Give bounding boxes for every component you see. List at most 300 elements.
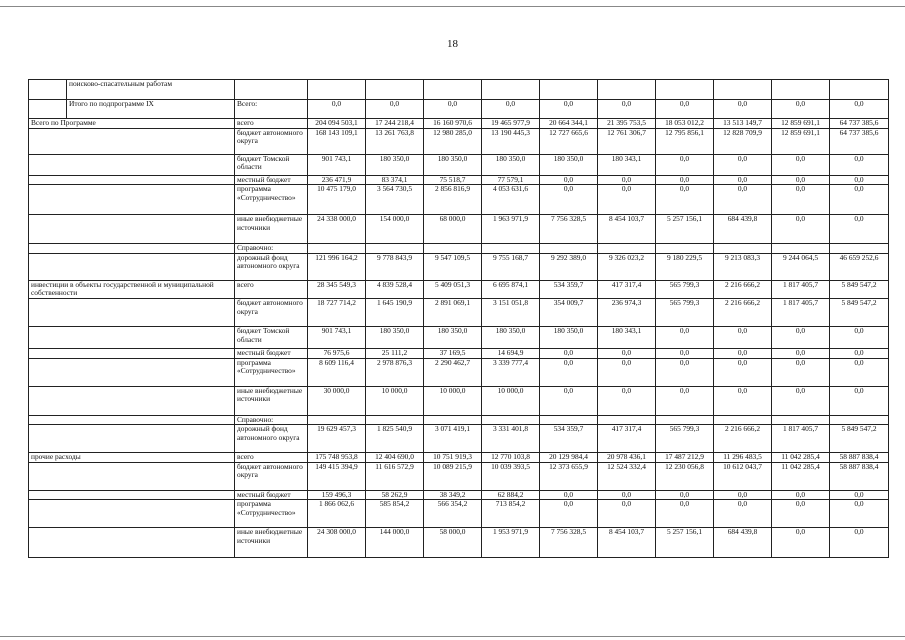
value-cell: 10 000,0 — [424, 386, 482, 415]
value-cell: 1 963 971,9 — [482, 215, 540, 244]
value-cell: 0,0 — [714, 386, 772, 415]
row-name-cell: Всего по Программе — [29, 119, 235, 129]
value-cell: 180 350,0 — [424, 154, 482, 175]
value-cell: 1 817 405,7 — [772, 298, 830, 326]
value-cell: 159 496,3 — [308, 490, 366, 500]
table-row — [29, 280, 889, 298]
value-cell: 180 350,0 — [424, 326, 482, 348]
value-cell: 0,0 — [540, 348, 598, 358]
row-name-cell — [29, 154, 235, 175]
value-cell: 12 373 655,9 — [540, 462, 598, 490]
value-cell: 0,0 — [540, 490, 598, 500]
value-cell: 2 216 666,2 — [714, 280, 772, 298]
value-cell: 9 180 229,5 — [656, 253, 714, 280]
value-cell: 534 359,7 — [540, 280, 598, 298]
row-name-cell — [29, 326, 235, 348]
table-row — [29, 453, 889, 463]
value-cell — [366, 244, 424, 254]
value-cell: 64 737 385,6 — [830, 119, 889, 129]
value-cell: 24 308 000,0 — [308, 528, 366, 558]
value-cell: 180 343,1 — [598, 154, 656, 175]
table-row — [29, 462, 889, 490]
value-cell: 19 465 977,9 — [482, 119, 540, 129]
value-cell: 11 616 572,9 — [366, 462, 424, 490]
value-cell: 0,0 — [598, 185, 656, 215]
value-cell: 0,0 — [656, 326, 714, 348]
value-cell: 121 996 164,2 — [308, 253, 366, 280]
value-cell: 9 326 023,2 — [598, 253, 656, 280]
value-cell: 565 799,3 — [656, 298, 714, 326]
value-cell — [598, 80, 656, 100]
value-cell: 9 755 168,7 — [482, 253, 540, 280]
value-cell — [540, 244, 598, 254]
value-cell: 0,0 — [830, 386, 889, 415]
value-cell: 0,0 — [772, 215, 830, 244]
value-cell: 20 978 436,1 — [598, 453, 656, 463]
value-cell: 2 216 666,2 — [714, 425, 772, 453]
value-cell: 2 978 876,3 — [366, 358, 424, 386]
funding-source-cell: бюджет автономного округа — [235, 298, 308, 326]
table-row — [29, 244, 889, 254]
table-row — [29, 386, 889, 415]
value-cell: 565 799,3 — [656, 280, 714, 298]
value-cell: 0,0 — [714, 490, 772, 500]
value-cell: 62 884,2 — [482, 490, 540, 500]
row-name-cell — [29, 298, 235, 326]
value-cell: 0,0 — [772, 386, 830, 415]
value-cell — [366, 80, 424, 100]
value-cell — [714, 244, 772, 254]
value-cell: 0,0 — [598, 348, 656, 358]
value-cell: 12 770 103,8 — [482, 453, 540, 463]
value-cell — [308, 80, 366, 100]
value-cell: 534 359,7 — [540, 425, 598, 453]
value-cell: 0,0 — [424, 100, 482, 119]
value-cell: 1 817 405,7 — [772, 425, 830, 453]
funding-source-cell: иные внебюджетные источники — [235, 528, 308, 558]
value-cell — [308, 415, 366, 425]
funding-source-cell: Справочно: — [235, 244, 308, 254]
value-cell — [424, 415, 482, 425]
row-name-cell — [29, 500, 235, 528]
value-cell — [714, 80, 772, 100]
row-name-cell — [29, 462, 235, 490]
value-cell: 0,0 — [598, 386, 656, 415]
funding-source-cell: бюджет автономного округа — [235, 128, 308, 154]
value-cell: 2 856 816,9 — [424, 185, 482, 215]
table-row — [29, 154, 889, 175]
value-cell: 3 071 419,1 — [424, 425, 482, 453]
value-cell: 10 089 215,9 — [424, 462, 482, 490]
table-row — [29, 415, 889, 425]
value-cell: 180 350,0 — [366, 154, 424, 175]
value-cell: 0,0 — [830, 185, 889, 215]
value-cell: 3 331 401,8 — [482, 425, 540, 453]
value-cell: 3 564 730,5 — [366, 185, 424, 215]
value-cell: 0,0 — [830, 326, 889, 348]
table-row — [29, 326, 889, 348]
value-cell: 0,0 — [714, 175, 772, 185]
value-cell: 3 151 051,8 — [482, 298, 540, 326]
value-cell: 9 547 109,5 — [424, 253, 482, 280]
value-cell — [714, 415, 772, 425]
value-cell: 0,0 — [714, 500, 772, 528]
value-cell — [656, 80, 714, 100]
funding-source-cell: всего — [235, 453, 308, 463]
value-cell: 0,0 — [656, 490, 714, 500]
value-cell: 10 000,0 — [482, 386, 540, 415]
row-name-cell — [29, 425, 235, 453]
value-cell: 5 849 547,2 — [830, 280, 889, 298]
value-cell: 1 645 190,9 — [366, 298, 424, 326]
value-cell: 14 694,9 — [482, 348, 540, 358]
value-cell: 75 518,7 — [424, 175, 482, 185]
value-cell: 565 799,3 — [656, 425, 714, 453]
funding-source-cell — [235, 80, 308, 100]
funding-source-cell: бюджет Томской области — [235, 154, 308, 175]
table-row — [29, 215, 889, 244]
value-cell — [656, 244, 714, 254]
value-cell: 0,0 — [772, 100, 830, 119]
value-cell: 18 053 012,2 — [656, 119, 714, 129]
table-body — [29, 80, 889, 558]
table-row — [29, 348, 889, 358]
row-name-cell — [29, 175, 235, 185]
value-cell: 12 761 306,7 — [598, 128, 656, 154]
value-cell: 0,0 — [656, 500, 714, 528]
value-cell: 12 404 690,0 — [366, 453, 424, 463]
value-cell — [424, 80, 482, 100]
row-name-cell: прочие расходы — [29, 453, 235, 463]
value-cell: 30 000,0 — [308, 386, 366, 415]
table-row — [29, 100, 889, 119]
value-cell: 3 339 777,4 — [482, 358, 540, 386]
row-name-cell — [29, 348, 235, 358]
value-cell: 2 891 069,1 — [424, 298, 482, 326]
value-cell: 901 743,1 — [308, 154, 366, 175]
value-cell — [482, 244, 540, 254]
row-name-cell — [29, 215, 235, 244]
row-section-cell — [29, 100, 67, 119]
value-cell: 0,0 — [714, 326, 772, 348]
value-cell: 68 000,0 — [424, 215, 482, 244]
value-cell: 0,0 — [656, 185, 714, 215]
value-cell — [366, 415, 424, 425]
row-name-cell — [29, 528, 235, 558]
table-row — [29, 490, 889, 500]
page-bottom-edge — [0, 636, 905, 637]
value-cell: 17 244 218,4 — [366, 119, 424, 129]
funding-source-cell: всего — [235, 119, 308, 129]
table-row — [29, 175, 889, 185]
value-cell — [540, 80, 598, 100]
row-name-cell — [29, 415, 235, 425]
table-row — [29, 119, 889, 129]
value-cell: 204 094 503,1 — [308, 119, 366, 129]
value-cell: 46 659 252,6 — [830, 253, 889, 280]
value-cell — [772, 244, 830, 254]
value-cell: 0,0 — [540, 100, 598, 119]
value-cell: 11 296 483,5 — [714, 453, 772, 463]
value-cell: 9 244 064,5 — [772, 253, 830, 280]
table-row — [29, 528, 889, 558]
value-cell: 417 317,4 — [598, 425, 656, 453]
value-cell: 13 190 445,3 — [482, 128, 540, 154]
value-cell: 13 261 763,8 — [366, 128, 424, 154]
row-name-cell — [29, 253, 235, 280]
value-cell: 1 866 062,6 — [308, 500, 366, 528]
value-cell: 0,0 — [714, 154, 772, 175]
value-cell: 0,0 — [598, 175, 656, 185]
value-cell: 77 579,1 — [482, 175, 540, 185]
value-cell: 76 975,6 — [308, 348, 366, 358]
funding-source-cell: программа «Сотрудничество» — [235, 185, 308, 215]
funding-source-cell: всего — [235, 280, 308, 298]
value-cell: 180 350,0 — [366, 326, 424, 348]
value-cell: 0,0 — [308, 100, 366, 119]
value-cell — [308, 244, 366, 254]
funding-source-cell: программа «Сотрудничество» — [235, 500, 308, 528]
value-cell: 0,0 — [656, 358, 714, 386]
value-cell: 0,0 — [772, 185, 830, 215]
value-cell — [656, 415, 714, 425]
value-cell: 0,0 — [772, 175, 830, 185]
value-cell: 684 439,8 — [714, 215, 772, 244]
value-cell: 17 487 212,9 — [656, 453, 714, 463]
value-cell — [598, 415, 656, 425]
value-cell — [772, 80, 830, 100]
value-cell: 0,0 — [830, 154, 889, 175]
funding-source-cell: Справочно: — [235, 415, 308, 425]
value-cell: 10 000,0 — [366, 386, 424, 415]
value-cell: 10 612 043,7 — [714, 462, 772, 490]
value-cell: 0,0 — [772, 490, 830, 500]
value-cell: 236 471,9 — [308, 175, 366, 185]
value-cell — [424, 244, 482, 254]
value-cell: 0,0 — [830, 175, 889, 185]
value-cell: 149 415 394,9 — [308, 462, 366, 490]
value-cell: 11 042 285,4 — [772, 462, 830, 490]
value-cell: 0,0 — [598, 490, 656, 500]
value-cell: 12 524 332,4 — [598, 462, 656, 490]
value-cell: 21 395 753,5 — [598, 119, 656, 129]
value-cell: 58 887 838,4 — [830, 462, 889, 490]
value-cell: 7 756 328,5 — [540, 528, 598, 558]
value-cell: 0,0 — [830, 100, 889, 119]
value-cell: 0,0 — [598, 500, 656, 528]
value-cell: 236 974,3 — [598, 298, 656, 326]
funding-source-cell: местный бюджет — [235, 490, 308, 500]
value-cell: 0,0 — [656, 348, 714, 358]
value-cell: 7 756 328,5 — [540, 215, 598, 244]
value-cell: 9 213 083,3 — [714, 253, 772, 280]
value-cell: 5 257 156,1 — [656, 528, 714, 558]
value-cell: 180 350,0 — [482, 154, 540, 175]
value-cell: 0,0 — [656, 386, 714, 415]
value-cell: 9 778 843,9 — [366, 253, 424, 280]
value-cell: 5 849 547,2 — [830, 425, 889, 453]
value-cell: 0,0 — [714, 100, 772, 119]
value-cell: 16 160 970,6 — [424, 119, 482, 129]
value-cell: 58 262,9 — [366, 490, 424, 500]
value-cell: 0,0 — [656, 175, 714, 185]
value-cell — [482, 415, 540, 425]
value-cell: 154 000,0 — [366, 215, 424, 244]
funding-source-cell: местный бюджет — [235, 348, 308, 358]
value-cell — [830, 244, 889, 254]
value-cell: 0,0 — [772, 326, 830, 348]
value-cell — [598, 244, 656, 254]
funding-source-cell: Всего: — [235, 100, 308, 119]
funding-source-cell: программа «Сотрудничество» — [235, 358, 308, 386]
value-cell: 5 849 547,2 — [830, 298, 889, 326]
value-cell: 25 111,2 — [366, 348, 424, 358]
value-cell: 180 343,1 — [598, 326, 656, 348]
value-cell: 6 695 874,1 — [482, 280, 540, 298]
row-name-cell — [29, 386, 235, 415]
value-cell: 1 817 405,7 — [772, 280, 830, 298]
value-cell: 64 737 385,6 — [830, 128, 889, 154]
value-cell — [830, 80, 889, 100]
value-cell: 2 216 666,2 — [714, 298, 772, 326]
value-cell: 901 743,1 — [308, 326, 366, 348]
value-cell: 0,0 — [830, 490, 889, 500]
table-row — [29, 253, 889, 280]
row-name-cell — [29, 244, 235, 254]
row-name-cell: инвестиции в объекты государственной и муниципальной собственности — [29, 280, 235, 298]
funding-source-cell: иные внебюджетные источники — [235, 386, 308, 415]
value-cell: 5 257 156,1 — [656, 215, 714, 244]
value-cell: 0,0 — [714, 185, 772, 215]
value-cell: 12 727 665,6 — [540, 128, 598, 154]
value-cell: 585 854,2 — [366, 500, 424, 528]
value-cell: 8 454 103,7 — [598, 528, 656, 558]
value-cell: 0,0 — [772, 358, 830, 386]
value-cell: 11 042 285,4 — [772, 453, 830, 463]
value-cell: 0,0 — [656, 154, 714, 175]
value-cell: 10 039 393,5 — [482, 462, 540, 490]
value-cell: 8 454 103,7 — [598, 215, 656, 244]
value-cell: 13 513 149,7 — [714, 119, 772, 129]
value-cell: 0,0 — [830, 348, 889, 358]
value-cell: 0,0 — [830, 528, 889, 558]
value-cell — [482, 80, 540, 100]
value-cell: 4 053 631,6 — [482, 185, 540, 215]
table-row — [29, 500, 889, 528]
table-row — [29, 185, 889, 215]
value-cell: 0,0 — [366, 100, 424, 119]
budget-table — [28, 79, 889, 558]
value-cell: 417 317,4 — [598, 280, 656, 298]
row-name-cell — [29, 490, 235, 500]
value-cell: 20 129 984,4 — [540, 453, 598, 463]
value-cell: 0,0 — [656, 100, 714, 119]
value-cell: 0,0 — [540, 358, 598, 386]
value-cell: 180 350,0 — [482, 326, 540, 348]
value-cell: 0,0 — [772, 500, 830, 528]
value-cell: 0,0 — [540, 386, 598, 415]
value-cell: 175 748 953,8 — [308, 453, 366, 463]
table-row — [29, 425, 889, 453]
value-cell — [830, 415, 889, 425]
value-cell: 4 839 528,4 — [366, 280, 424, 298]
value-cell: 713 854,2 — [482, 500, 540, 528]
value-cell: 38 349,2 — [424, 490, 482, 500]
value-cell: 0,0 — [772, 348, 830, 358]
value-cell: 5 409 051,3 — [424, 280, 482, 298]
funding-source-cell: дорожный фонд автономного округа — [235, 425, 308, 453]
row-name-cell — [29, 358, 235, 386]
value-cell: 58 887 838,4 — [830, 453, 889, 463]
value-cell: 180 350,0 — [540, 154, 598, 175]
funding-source-cell: иные внебюджетные источники — [235, 215, 308, 244]
value-cell: 0,0 — [540, 175, 598, 185]
value-cell: 354 009,7 — [540, 298, 598, 326]
value-cell: 8 609 116,4 — [308, 358, 366, 386]
value-cell: 28 345 549,3 — [308, 280, 366, 298]
value-cell: 2 290 462,7 — [424, 358, 482, 386]
value-cell: 0,0 — [598, 100, 656, 119]
row-name-cell — [29, 185, 235, 215]
value-cell: 0,0 — [714, 358, 772, 386]
value-cell: 58 000,0 — [424, 528, 482, 558]
value-cell: 10 751 919,3 — [424, 453, 482, 463]
value-cell: 0,0 — [714, 348, 772, 358]
value-cell: 12 230 056,8 — [656, 462, 714, 490]
value-cell: 144 000,0 — [366, 528, 424, 558]
page-number: 18 — [447, 38, 458, 50]
value-cell: 1 825 540,9 — [366, 425, 424, 453]
value-cell: 168 143 109,1 — [308, 128, 366, 154]
value-cell: 10 475 179,0 — [308, 185, 366, 215]
value-cell: 0,0 — [540, 185, 598, 215]
value-cell: 0,0 — [772, 528, 830, 558]
value-cell: 0,0 — [598, 358, 656, 386]
value-cell: 12 980 285,0 — [424, 128, 482, 154]
value-cell: 12 859 691,1 — [772, 119, 830, 129]
row-subsection-cell: Итого по подпрограмме IX — [67, 100, 235, 119]
value-cell: 0,0 — [830, 215, 889, 244]
value-cell: 566 354,2 — [424, 500, 482, 528]
row-name-cell — [29, 128, 235, 154]
funding-source-cell: дорожный фонд автономного округа — [235, 253, 308, 280]
value-cell: 12 859 691,1 — [772, 128, 830, 154]
funding-source-cell: местный бюджет — [235, 175, 308, 185]
value-cell: 1 953 971,9 — [482, 528, 540, 558]
value-cell: 180 350,0 — [540, 326, 598, 348]
value-cell: 12 828 709,9 — [714, 128, 772, 154]
table-row — [29, 80, 889, 100]
value-cell: 37 169,5 — [424, 348, 482, 358]
value-cell: 20 664 344,1 — [540, 119, 598, 129]
value-cell: 9 292 389,0 — [540, 253, 598, 280]
table-row — [29, 298, 889, 326]
value-cell: 0,0 — [540, 500, 598, 528]
value-cell — [772, 415, 830, 425]
value-cell — [540, 415, 598, 425]
value-cell: 83 374,1 — [366, 175, 424, 185]
row-subsection-cell: поисково-спасательным работам — [67, 80, 235, 100]
funding-source-cell: бюджет Томской области — [235, 326, 308, 348]
table-row — [29, 128, 889, 154]
value-cell: 0,0 — [482, 100, 540, 119]
value-cell: 18 727 714,2 — [308, 298, 366, 326]
value-cell: 0,0 — [830, 358, 889, 386]
page-top-edge — [0, 6, 905, 7]
value-cell: 24 338 000,0 — [308, 215, 366, 244]
value-cell: 684 439,8 — [714, 528, 772, 558]
value-cell: 0,0 — [830, 500, 889, 528]
